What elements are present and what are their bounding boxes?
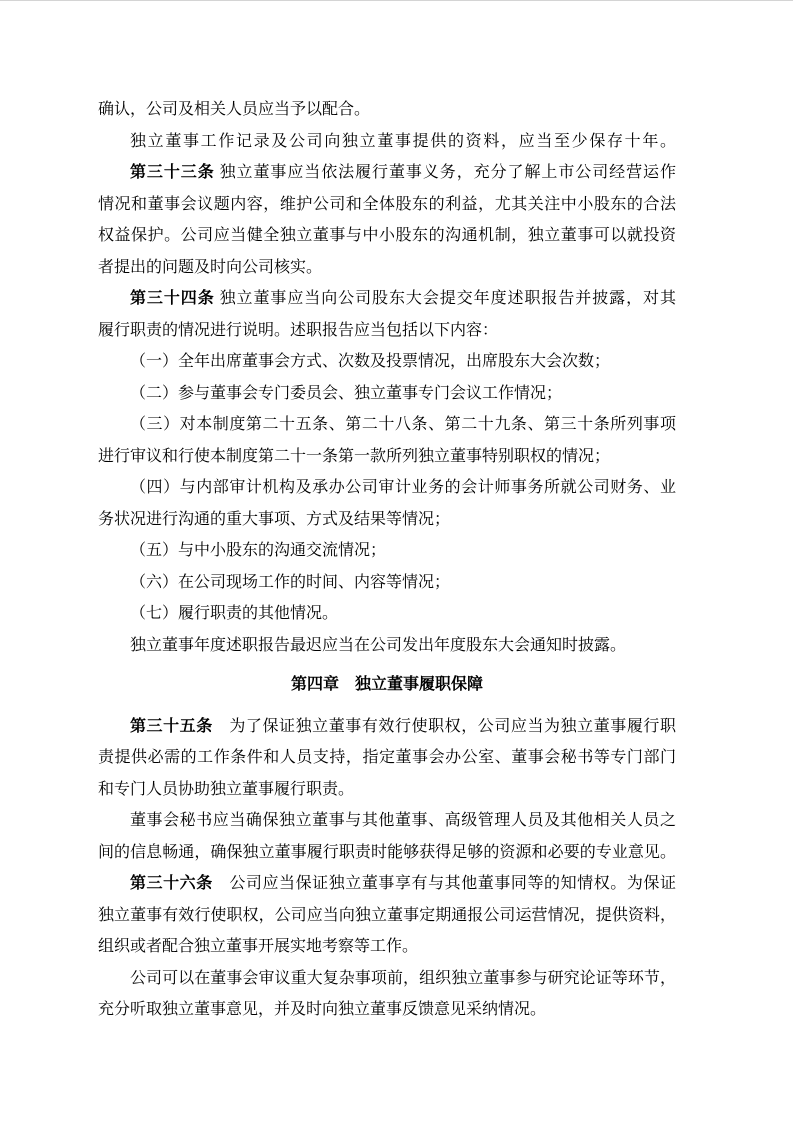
document-line bbox=[98, 472, 676, 504]
line-text: 独立董事应当向公司股东大会提交年度述职报告并披露，对其 bbox=[214, 290, 676, 307]
line-text: 充分听取独立董事意见，并及时向独立董事反馈意见采纳情况。 bbox=[98, 1001, 547, 1018]
document-line bbox=[98, 94, 676, 126]
document-line bbox=[98, 711, 676, 743]
chapter-heading-text: 第四章 独立董事履职保障 bbox=[290, 676, 483, 693]
line-text: （六）在公司现场工作的时间、内容等情况； bbox=[130, 573, 451, 591]
document-line bbox=[98, 805, 676, 837]
line-text: 间的信息畅通，确保独立董事履行职责时能够获得足够的资源和必要的专业意见。 bbox=[98, 843, 676, 861]
document-line bbox=[98, 315, 676, 347]
document-line bbox=[98, 630, 676, 662]
line-text: （一）全年出席董事会方式、次数及投票情况，出席股东大会次数； bbox=[130, 353, 611, 370]
document-line bbox=[98, 598, 676, 630]
line-text: （三）对本制度第二十五条、第二十八条、第二十九条、第三十条所列事项 bbox=[130, 416, 676, 433]
line-text: 组织或者配合独立董事开展实地考察等工作。 bbox=[98, 938, 419, 955]
document-line bbox=[98, 742, 676, 774]
document-line bbox=[98, 535, 676, 567]
document-line bbox=[98, 283, 676, 315]
line-text: 责提供必需的工作条件和人员支持，指定董事会办公室、董事会秘书等专门部门 bbox=[98, 749, 676, 766]
document-line bbox=[98, 441, 676, 473]
document-line bbox=[98, 837, 676, 869]
document-line bbox=[98, 963, 676, 995]
document-line bbox=[98, 774, 676, 806]
document-line bbox=[98, 378, 676, 410]
document-line bbox=[98, 220, 676, 252]
line-text: 公司可以在董事会审议重大复杂事项前，组织独立董事参与研究论证等环节， bbox=[130, 969, 676, 987]
line-text: 者提出的问题及时向公司核实。 bbox=[98, 258, 323, 276]
line-text: 和专门人员协助独立董事履行职责。 bbox=[98, 780, 355, 798]
line-text: 独立董事应当依法履行董事义务，充分了解上市公司经营运作 bbox=[214, 164, 676, 181]
document-line bbox=[98, 126, 676, 158]
article-number: 第三十五条 bbox=[130, 717, 213, 735]
document-line bbox=[98, 346, 676, 378]
line-text: 为了保证独立董事有效行使职权，公司应当为独立董事履行职 bbox=[212, 717, 676, 735]
line-text: （二）参与董事会专门委员会、独立董事专门会议工作情况； bbox=[130, 384, 563, 402]
article-number: 第三十六条 bbox=[130, 875, 213, 892]
line-text: （五）与中小股东的沟通交流情况； bbox=[130, 542, 387, 559]
line-text: 务状况进行沟通的重大事项、方式及结果等情况； bbox=[98, 510, 451, 528]
line-text: 独立董事年度述职报告最迟应当在公司发出年度股东大会通知时披露。 bbox=[130, 636, 627, 654]
line-text: 履行职责的情况进行说明。述职报告应当包括以下内容： bbox=[98, 321, 499, 339]
document-line bbox=[98, 567, 676, 599]
document-line bbox=[98, 157, 676, 189]
document-line bbox=[98, 931, 676, 963]
document-body bbox=[98, 94, 676, 1026]
line-text: 权益保护。公司应当健全独立董事与中小股东的沟通机制，独立董事可以就投资 bbox=[98, 227, 676, 244]
line-text: （七）履行职责的其他情况。 bbox=[130, 605, 339, 622]
line-text: 公司应当保证独立董事享有与其他董事同等的知情权。为保证 bbox=[212, 875, 676, 892]
article-number: 第三十三条 bbox=[130, 164, 215, 181]
document-line bbox=[98, 994, 676, 1026]
line-text: 独立董事有效行使职权，公司应当向独立董事定期通报公司运营情况，提供资料， bbox=[98, 906, 676, 924]
line-text: 确认，公司及相关人员应当予以配合。 bbox=[98, 101, 371, 118]
document-line bbox=[98, 189, 676, 221]
chapter-heading bbox=[98, 669, 676, 701]
document-line bbox=[98, 504, 676, 536]
line-text: 董事会秘书应当确保独立董事与其他董事、高级管理人员及其他相关人员之 bbox=[130, 812, 676, 829]
document-line bbox=[98, 900, 676, 932]
line-text: 独立董事工作记录及公司向独立董事提供的资料，应当至少保存十年。 bbox=[130, 132, 676, 150]
line-text: 情况和董事会议题内容，维护公司和全体股东的利益，尤其关注中小股东的合法 bbox=[98, 195, 676, 213]
document-line bbox=[98, 868, 676, 900]
document-line bbox=[98, 409, 676, 441]
line-text: 进行审议和行使本制度第二十一条第一款所列独立董事特别职权的情况； bbox=[98, 447, 611, 465]
article-number: 第三十四条 bbox=[130, 290, 215, 307]
document-line bbox=[98, 252, 676, 284]
line-text: （四）与内部审计机构及承办公司审计业务的会计师事务所就公司财务、业 bbox=[130, 479, 676, 496]
